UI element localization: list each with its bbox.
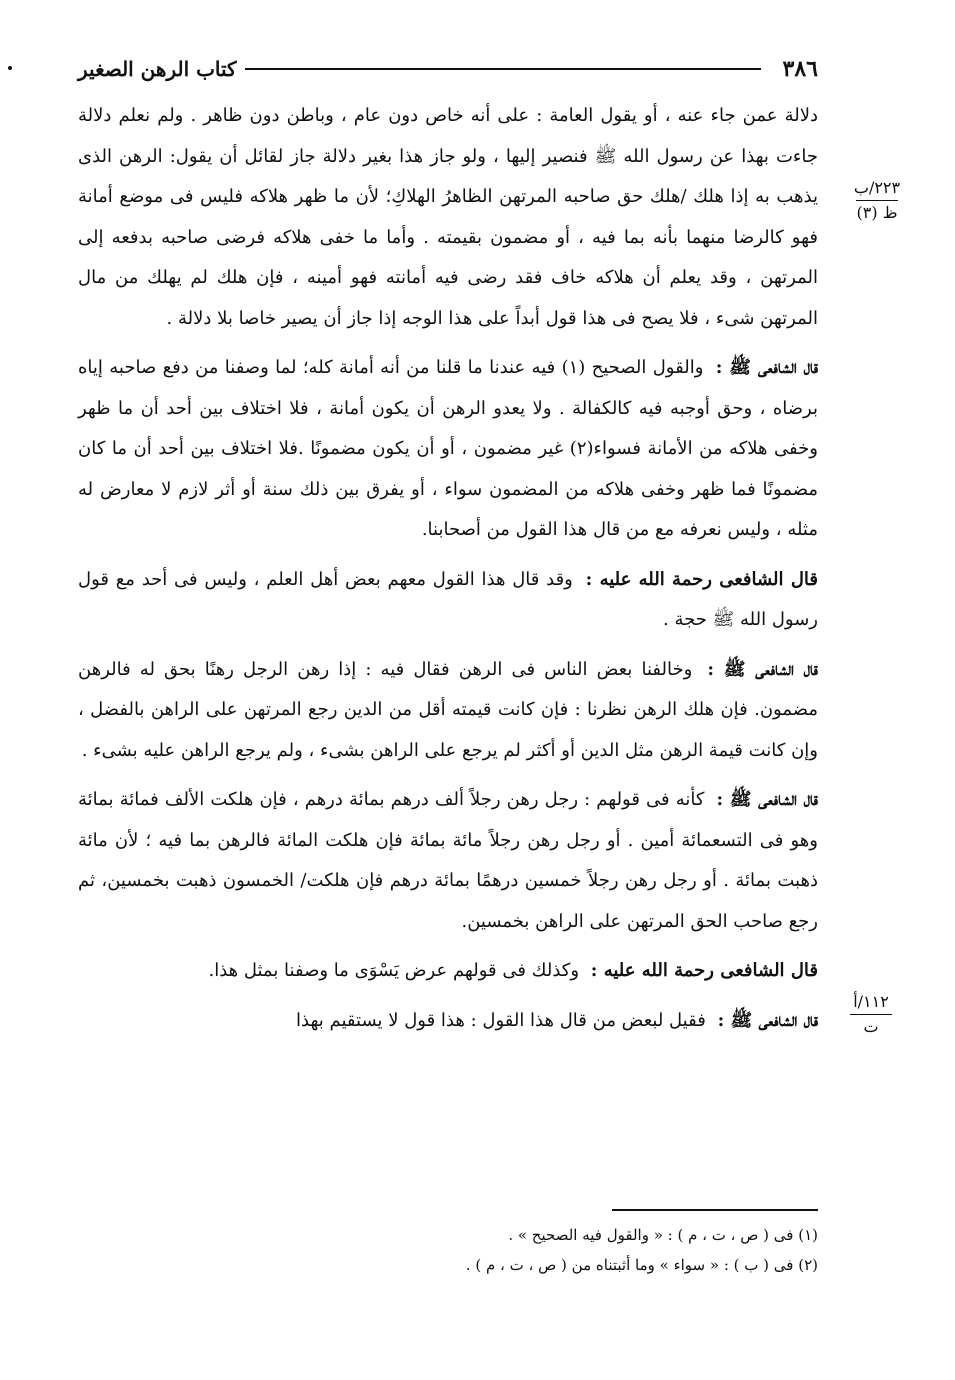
paragraph [78, 96, 818, 339]
paragraph-text: وخالفنا بعض الناس فى الرهن فقال فيه : إذا رهن الرجل رهنًا بحق له فالرهن مضمون. فإن هلك الرهن نظرنا : فإن كانت قيمته أقل من الدين رجع المرتهن على الراهن بالفضل ، وإن كانت قيمة الرهن مثل الدين أو أكثر لم يرجع على الراهن بشىء ، ولم يرجع الراهن عليه بشىء . [78, 658, 818, 761]
margin-note-manuscript-ref-2 [846, 992, 896, 1037]
scan-speck [8, 66, 12, 70]
paragraph [78, 560, 818, 641]
paragraph [78, 951, 818, 992]
header-rule [245, 68, 761, 70]
margin-note-divider [856, 200, 898, 201]
page-number: ٣٨٦ [782, 56, 818, 82]
paragraph [78, 780, 818, 942]
main-text [78, 96, 818, 1050]
speaker-attribution: قال الشافعى رحمة الله عليه : [585, 568, 818, 590]
paragraph-text: وكذلك فى قولهم عرض يَسْوَى ما وصفنا بمثل هذا. [208, 960, 580, 981]
speaker-attribution: قال الشافعى ﷺ : [715, 357, 819, 378]
footnote: (١) فى ( ص ، ت ، م ) : « والقول فيه الصحيح » . [508, 1226, 818, 1244]
paragraph-text: فقيل لبعض من قال هذا القول : هذا قول لا يستقيم بهذا [296, 1009, 706, 1031]
paragraph-text: والقول الصحيح (١) فيه عندنا ما قلنا من أنه أمانة كله؛ لما وصفنا من دفع صاحبه إياه برضاه ، وحق أوجبه فيه كالكفالة . ولا يعدو الرهن أن يكون أمانة ، فلا اختلاف بين أحد أن ما ظهر وخفى هلاكه من الأمانة فسواء(٢) غير مضمون ، أو أن يكون مضمونًا .فلا اختلاف بين أحد أن ما كان مضمونًا فما ظهر وخفى هلاكه من المضمون سواء ، أو يفرق بين ذلك سنة أو أثر لازم لا معارض له مثله ، وليس نعرفه مع من قال هذا القول من أصحابنا. [78, 357, 818, 540]
book-title: كتاب الرهن الصغير [78, 57, 237, 81]
margin-note-top: ٢٢٣/ب [853, 178, 901, 197]
speaker-attribution: قال الشافعى ﷺ : [717, 1009, 818, 1031]
margin-note-bottom: ت [863, 1017, 879, 1036]
margin-note-manuscript-ref-1 [852, 178, 902, 223]
speaker-attribution: قال الشافعى ﷺ : [707, 658, 818, 680]
margin-note-divider [850, 1014, 892, 1015]
paragraph-text: وقد قال هذا القول معهم بعض أهل العلم ، وليس فى أحد مع قول رسول الله ﷺ حجة . [78, 568, 818, 630]
paragraph-text: كأنه فى قولهم : رجل رهن رجلاً ألف درهم بمائة درهم ، فإن هلكت الألف فمائة بمائة وهو فى التسعمائة أمين . أو رجل رهن رجلاً مائة بمائة فإن هلكت المائة فالرهن بما فيه ؛ لأن مائة ذهبت بمائة . أو رجل رهن رجلاً خمسين درهمًا بمائة درهم فإن هلكت/ الخمسون ذهبت بخمسين، ثم رجع صاحب الحق المرتهن على الراهن بخمسين. [78, 789, 818, 932]
footnotes [78, 1220, 818, 1280]
margin-note-top: ١١٢/أ [853, 992, 889, 1011]
paragraph [78, 1001, 818, 1042]
footnote: (٢) فى ( ب ) : « سواء » وما أثبتناه من ( ص ، ت ، م ) . [465, 1256, 818, 1274]
running-header [78, 52, 818, 86]
footnote-separator [612, 1209, 818, 1211]
margin-note-bottom: ظ (٣) [856, 203, 898, 222]
paragraph-text: دلالة عمن جاء عنه ، أو يقول العامة : على أنه خاص دون عام ، وباطن دون ظاهر . ولم نعلم دلالة جاءت بهذا عن رسول الله ﷺ فنصير إليها ، ولو جاز هذا بغير دلالة جاز لقائل أن يقول: الرهن الذى يذهب به إذا هلك /هلك حق صاحبه المرتهن الظاهرُ الهلاكِ؛ لأن ما ظهر هلاكه فليس فى موضع أمانة فهو كالرضا منهما بأنه بما فيه ، أو مضمون بقيمته . وأما ما خفى هلاكه فرضى صاحبه بدفعه إلى المرتهن ، وقد يعلم أن هلاكه خاف فقد رضى فيه أمانته فهو أمينه ، فإن هلك لم يهلك من مال المرتهن شىء ، فلا يصح فى هذا قول أبداً على هذا الوجه إذا جاز أن يصير خاصا بلا دلالة . [78, 105, 818, 329]
speaker-attribution: قال الشافعى ﷺ : [716, 789, 818, 810]
speaker-attribution: قال الشافعى رحمة الله عليه : [590, 960, 818, 981]
paragraph [78, 348, 818, 551]
paragraph [78, 650, 818, 772]
